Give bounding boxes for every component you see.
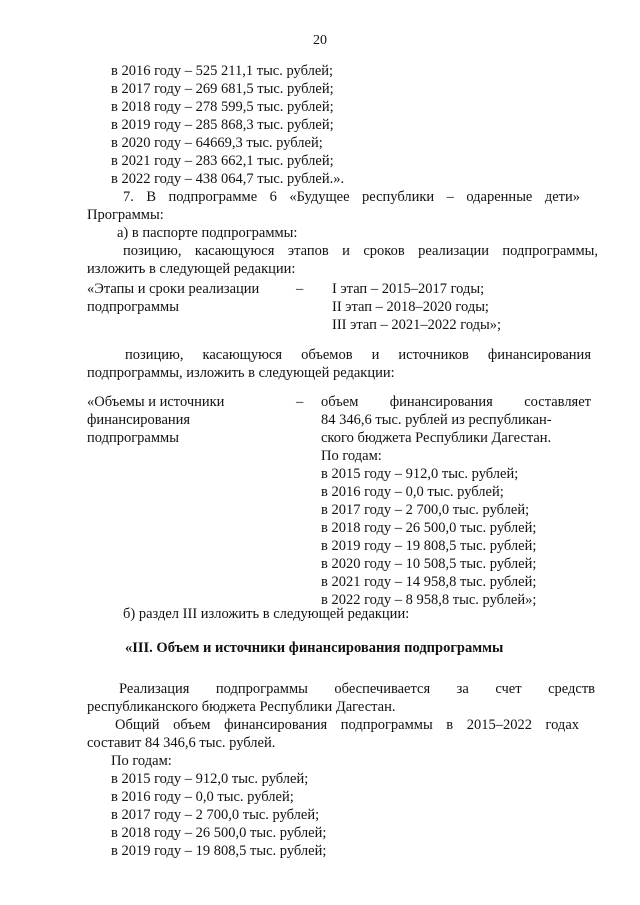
stage-line: I этап – 2015–2017 годы; [332, 281, 485, 297]
stages-dash: – [296, 281, 304, 297]
section-heading: «III. Объем и источники финансирования подпрограммы [125, 640, 504, 656]
bottom-year-line: в 2018 году – 26 500,0 тыс. рублей; [111, 825, 327, 841]
position2-line1: позицию, касающуюся объемов и источников финансирования [125, 347, 591, 363]
top-year-line: в 2022 году – 438 064,7 тыс. рублей.». [111, 171, 345, 187]
sub-item-b: б) раздел III изложить в следующей редакции: [123, 606, 410, 622]
funding-year-line: в 2016 году – 0,0 тыс. рублей; [321, 484, 504, 500]
funding-label-line: подпрограммы [87, 430, 179, 446]
bottom-year-line: в 2019 году – 19 808,5 тыс. рублей; [111, 843, 327, 859]
funding-dash: – [296, 394, 304, 410]
top-year-line: в 2018 году – 278 599,5 тыс. рублей; [111, 99, 334, 115]
paragraph2-line1: Общий объем финансирования подпрограммы в 2015–2022 годах [115, 717, 579, 733]
stage-line: II этап – 2018–2020 годы; [332, 299, 489, 315]
page-number: 20 [313, 33, 327, 48]
funding-label-line: финансирования [87, 412, 191, 428]
bottom-year-line: в 2017 году – 2 700,0 тыс. рублей; [111, 807, 320, 823]
top-year-line: в 2016 году – 525 211,1 тыс. рублей; [111, 63, 334, 79]
bottom-year-line: в 2015 году – 912,0 тыс. рублей; [111, 771, 309, 787]
funding-year-line: в 2018 году – 26 500,0 тыс. рублей; [321, 520, 537, 536]
funding-year-line: в 2021 году – 14 958,8 тыс. рублей; [321, 574, 537, 590]
by-years-bottom: По годам: [111, 753, 172, 769]
sub-item-a: а) в паспорте подпрограммы: [117, 225, 298, 241]
funding-text-line1: объем финансирования составляет [321, 394, 591, 410]
stages-label-line1: «Этапы и сроки реализации [87, 281, 260, 297]
paragraph2-line2: составит 84 346,6 тыс. рублей. [87, 735, 276, 751]
position1-line2: изложить в следующей редакции: [87, 261, 296, 277]
stage-line: III этап – 2021–2022 годы»; [332, 317, 502, 333]
top-year-line: в 2019 году – 285 868,3 тыс. рублей; [111, 117, 334, 133]
stages-label-line2: подпрограммы [87, 299, 179, 315]
funding-by-years: По годам: [321, 448, 382, 464]
funding-year-line: в 2015 году – 912,0 тыс. рублей; [321, 466, 519, 482]
funding-text-line2: 84 346,6 тыс. рублей из республикан- [321, 412, 552, 428]
top-year-line: в 2021 году – 283 662,1 тыс. рублей; [111, 153, 334, 169]
item-7-line1: 7. В подпрограмме 6 «Будущее республики – одаренные дети» [123, 189, 580, 205]
funding-year-line: в 2017 году – 2 700,0 тыс. рублей; [321, 502, 530, 518]
paragraph1-line2: республиканского бюджета Республики Дагестан. [87, 699, 396, 715]
item-7-line2: Программы: [87, 207, 164, 223]
bottom-year-line: в 2016 году – 0,0 тыс. рублей; [111, 789, 294, 805]
funding-year-line: в 2019 году – 19 808,5 тыс. рублей; [321, 538, 537, 554]
funding-text-line3: ского бюджета Республики Дагестан. [321, 430, 552, 446]
top-year-line: в 2017 году – 269 681,5 тыс. рублей; [111, 81, 334, 97]
funding-year-line: в 2020 году – 10 508,5 тыс. рублей; [321, 556, 537, 572]
paragraph1-line1: Реализация подпрограммы обеспечивается за счет средств [119, 681, 595, 697]
funding-label-line: «Объемы и источники [87, 394, 225, 410]
position1-line1: позицию, касающуюся этапов и сроков реализации подпрограммы, [123, 243, 598, 259]
top-year-line: в 2020 году – 64669,3 тыс. рублей; [111, 135, 323, 151]
funding-year-line: в 2022 году – 8 958,8 тыс. рублей»; [321, 592, 537, 608]
position2-line2: подпрограммы, изложить в следующей редакции: [87, 365, 395, 381]
